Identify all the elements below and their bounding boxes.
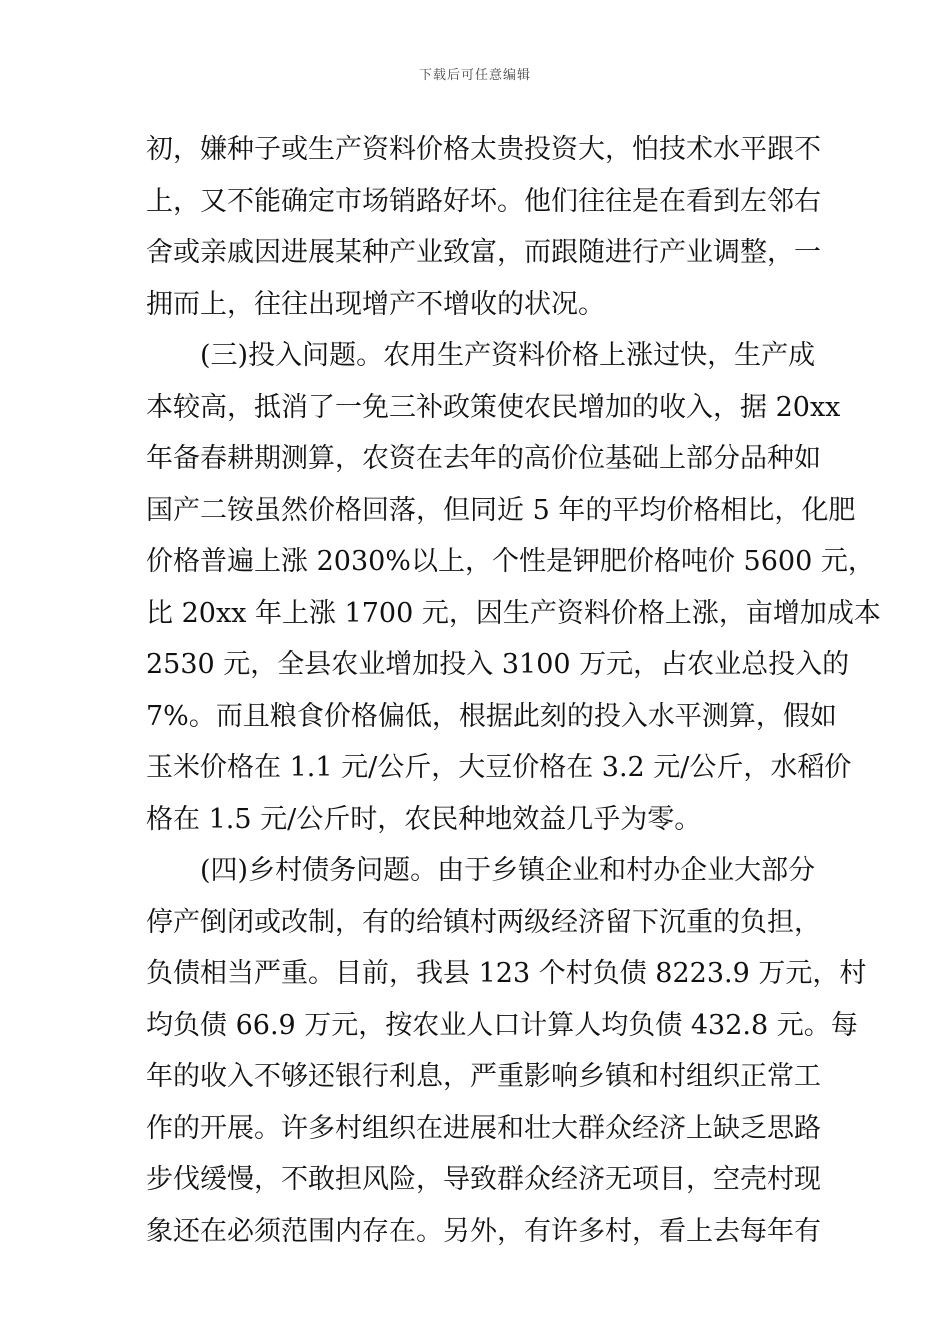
text-line: 本较高，抵消了一免三补政策使农民增加的收入，据 20xx [146,391,841,423]
text-line: 作的开展。许多村组织在进展和壮大群众经济上缺乏思路 [146,1112,821,1144]
text-line: 玉米价格在 1.1 元/公斤，大豆价格在 3.2 元/公斤，水稻价 [146,752,852,783]
text-line: 均负债 66.9 万元，按农业人口计算人均负债 432.8 元。每 [146,1009,858,1041]
text-line: 上，又不能确定市场销路好坏。他们往往是在看到左邻右 [146,185,821,217]
text-line: 象还在必须范围内存在。另外，有许多村，看上去每年有 [146,1215,821,1247]
paragraph-start-line: (四)乡村债务问题。由于乡镇企业和村办企业大部分 [200,855,816,886]
text-line: 格在 1.5 元/公斤时，农民种地效益几乎为零。 [146,803,702,835]
text-line: 舍或亲戚因进展某种产业致富，而跟随进行产业调整，一 [146,237,821,268]
body-text [146,124,881,1257]
paragraph-start-line: (三)投入问题。农用生产资料价格上涨过快，生产成 [200,340,816,371]
text-line: 停产倒闭或改制，有的给镇村两级经济留下沉重的负担， [146,906,821,938]
text-line: 年的收入不够还银行利息，严重影响乡镇和村组织正常工 [146,1061,821,1092]
header-note: 下载后可任意编辑 [418,68,531,83]
text-line: 拥而上，往往出现增产不增收的状况。 [146,288,605,320]
text-line: 初，嫌种子或生产资料价格太贵投资大，怕技术水平跟不 [146,134,821,165]
text-line: 国产二铵虽然价格回落，但同近 5 年的平均价格相比，化肥 [146,494,856,526]
text-line: 比 20xx 年上涨 1700 元，因生产资料价格上涨，亩增加成本 [146,597,881,629]
text-line: 负债相当严重。目前，我县 123 个村负债 8223.9 万元，村 [146,958,867,989]
text-line: 步伐缓慢，不敢担风险，导致群众经济无项目，空壳村现 [146,1164,821,1195]
text-line: 年备春耕期测算，农资在去年的高价位基础上部分品种如 [146,443,821,474]
text-line: 2530 元，全县农业增加投入 3100 万元，占农业总投入的 [146,649,850,680]
text-line: 7%。而且粮食价格偏低，根据此刻的投入水平测算，假如 [146,700,837,732]
text-line: 价格普遍上涨 2030%以上，个性是钾肥价格吨价 5600 元， [146,546,875,577]
